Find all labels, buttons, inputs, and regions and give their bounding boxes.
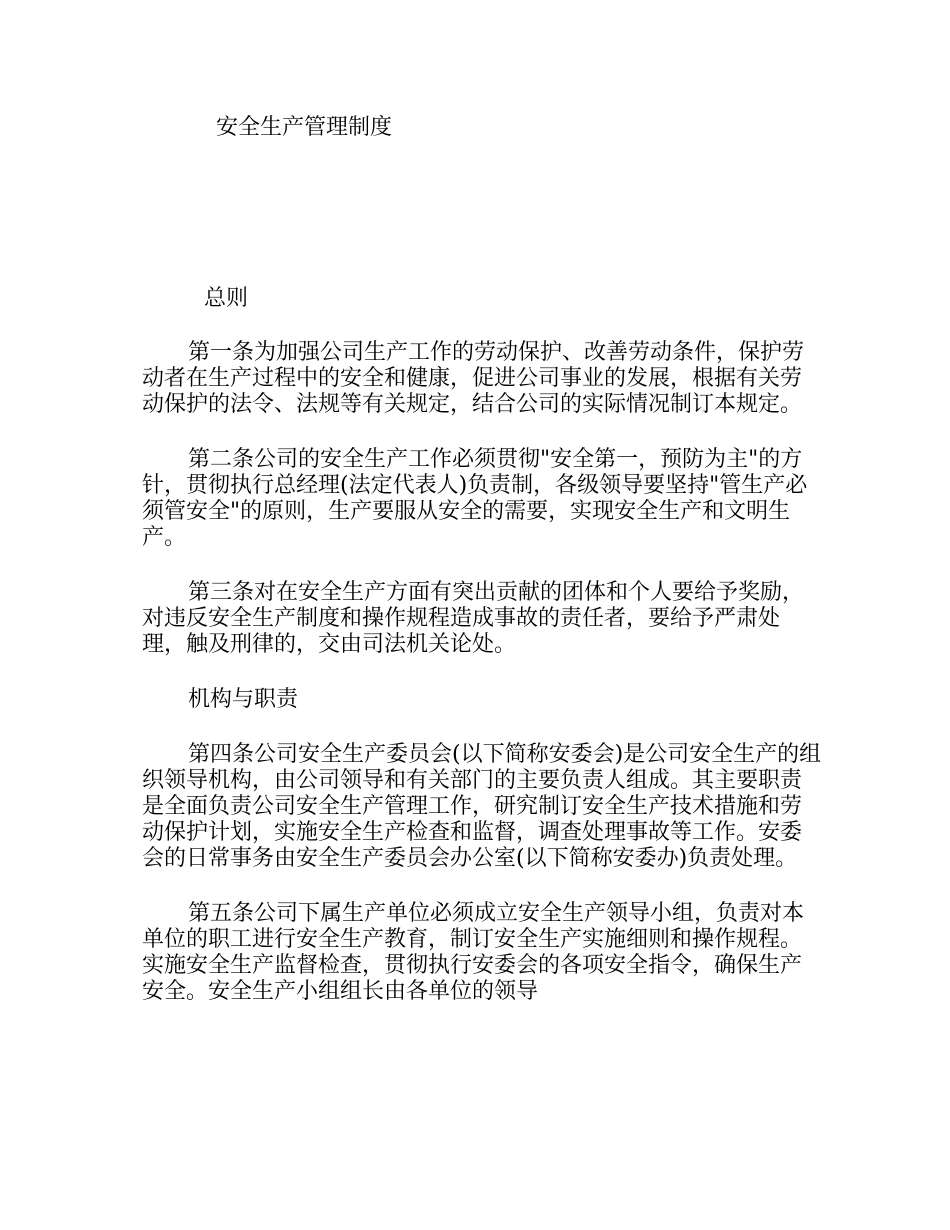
section-heading-general: 总则 xyxy=(204,286,249,311)
section-heading-organization: 机构与职责 xyxy=(188,687,299,712)
article-4: 第四条公司安全生产委员会(以下简称安委会)是公司安全生产的组织领导机构，由公司领导和有关部门的主要负责人组成。其主要职责是全面负责公司安全生产管理工作，研究制订安全生产技术措施和劳动保护计划，实施安全生产检查和监督，调查处理事故等工作。安委会的日常事务由安全生产委员会办公室(以下简称安委办)负责处理。 xyxy=(142,742,822,871)
document-title: 安全生产管理制度 xyxy=(216,115,393,140)
article-3: 第三条对在安全生产方面有突出贡献的团体和个人要给予奖励，对违反安全生产制度和操作规程造成事故的责任者，要给予严肃处理，触及刑律的，交由司法机关论处。 xyxy=(142,580,805,657)
article-5: 第五条公司下属生产单位必须成立安全生产领导小组，负责对本单位的职工进行安全生产教育，制订安全生产实施细则和操作规程。实施安全生产监督检查，贯彻执行安委会的各项安全指令，确保生产安全。安全生产小组组长由各单位的领导 xyxy=(142,901,805,1004)
article-1: 第一条为加强公司生产工作的劳动保护、改善劳动条件，保护劳动者在生产过程中的安全和健康，促进公司事业的发展，根据有关劳动保护的法令、法规等有关规定，结合公司的实际情况制订本规定。 xyxy=(142,340,805,417)
article-2: 第二条公司的安全生产工作必须贯彻"安全第一，预防为主"的方针，贯彻执行总经理(法定代表人)负责制，各级领导要坚持"管生产必须管安全"的原则，生产要服从安全的需要，实现安全生产和文明生产。 xyxy=(142,447,808,550)
document-body xyxy=(142,340,822,1034)
